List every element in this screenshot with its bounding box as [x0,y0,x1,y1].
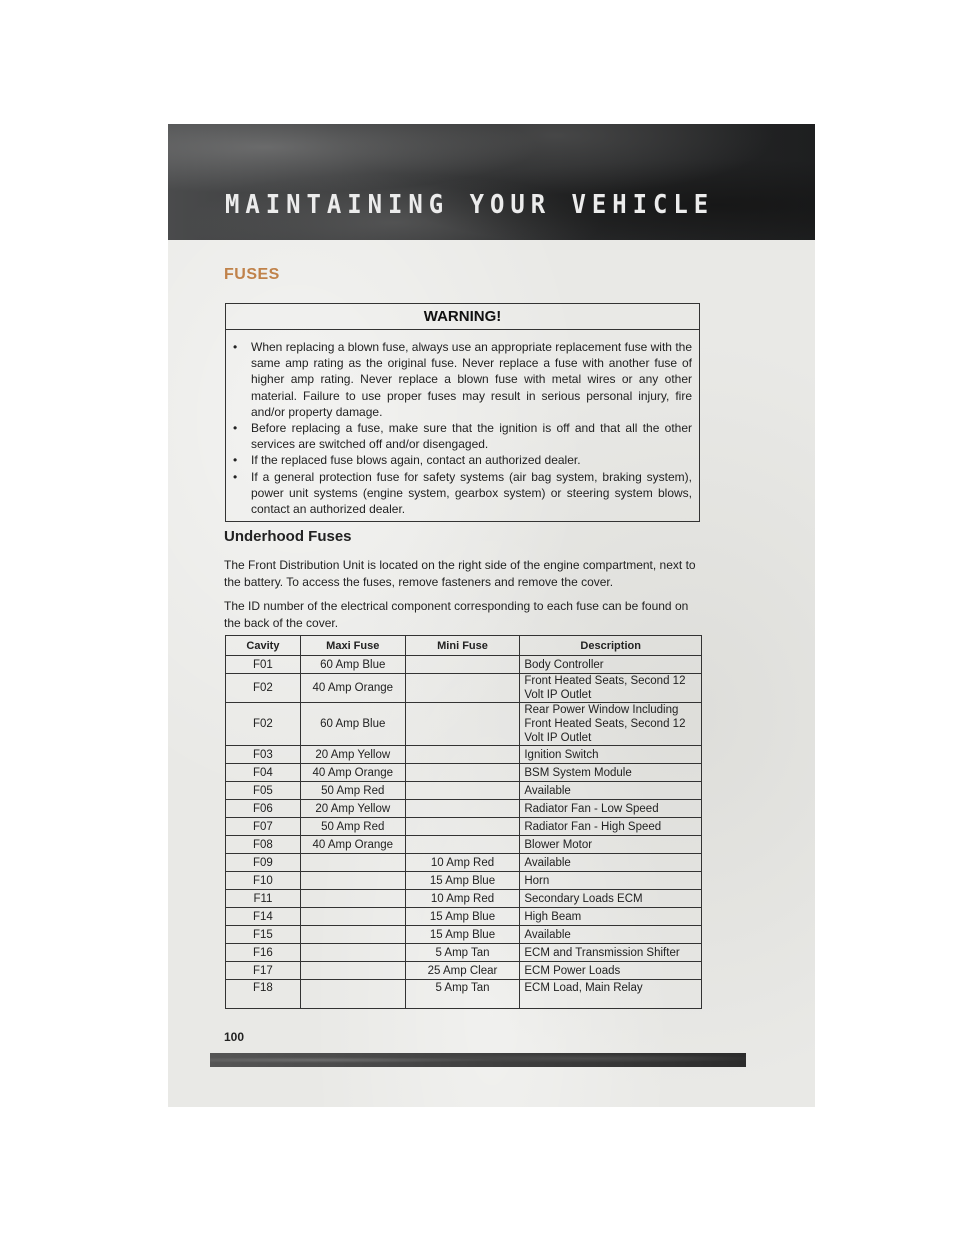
cell-description: BSM System Module [520,764,702,782]
cell-mini-fuse: 15 Amp Blue [405,872,520,890]
table-row [226,818,702,836]
cell-cavity: F09 [226,854,301,872]
page-number: 100 [224,1030,245,1044]
cell-mini-fuse: 15 Amp Blue [405,926,520,944]
cell-description: Ignition Switch [520,746,702,764]
cell-maxi-fuse [300,926,405,944]
cell-mini-fuse: 10 Amp Red [405,854,520,872]
cell-description: Secondary Loads ECM [520,890,702,908]
cell-cavity: F07 [226,818,301,836]
cell-cavity: F16 [226,944,301,962]
footer-bar [210,1053,746,1067]
cell-mini-fuse [405,764,520,782]
cell-mini-fuse [405,836,520,854]
cell-maxi-fuse [300,944,405,962]
cell-maxi-fuse: 60 Amp Blue [300,656,405,674]
warning-list [226,330,699,517]
cell-description: ECM Load, Main Relay [520,980,702,1009]
cell-cavity: F03 [226,746,301,764]
cell-mini-fuse: 5 Amp Tan [405,944,520,962]
cell-mini-fuse [405,674,520,703]
underhood-paragraph-2: The ID number of the electrical component corresponding to each fuse can be found on the back of the cover. [224,599,689,630]
cell-mini-fuse [405,818,520,836]
cell-mini-fuse [405,782,520,800]
cell-cavity: F05 [226,782,301,800]
cell-cavity: F04 [226,764,301,782]
cell-mini-fuse [405,656,520,674]
bullet-icon: • [233,469,238,484]
bullet-icon: • [233,453,238,468]
column-header-cavity: Cavity [226,636,301,656]
table-header-row [226,636,702,656]
underhood-fuses-title: Underhood Fuses [224,528,352,545]
fuse-table [225,635,702,1009]
cell-maxi-fuse [300,854,405,872]
table-row [226,764,702,782]
cell-maxi-fuse: 40 Amp Orange [300,836,405,854]
cell-maxi-fuse: 20 Amp Yellow [300,800,405,818]
table-row [226,782,702,800]
cell-cavity: F10 [226,872,301,890]
header-banner [168,124,815,240]
cell-maxi-fuse [300,908,405,926]
cell-mini-fuse: 25 Amp Clear [405,962,520,980]
cell-cavity: F15 [226,926,301,944]
cell-description: Radiator Fan - Low Speed [520,800,702,818]
cell-cavity: F02 [226,703,301,746]
table-row [226,944,702,962]
fuse-table-body [226,656,702,1009]
cell-maxi-fuse: 40 Amp Orange [300,674,405,703]
cell-cavity: F06 [226,800,301,818]
section-title: FUSES [224,266,280,283]
cell-maxi-fuse: 20 Amp Yellow [300,746,405,764]
warning-heading: WARNING! [226,304,699,330]
table-row [226,674,702,703]
table-row [226,926,702,944]
cell-maxi-fuse: 50 Amp Red [300,818,405,836]
warning-item-text: Before replacing a fuse, make sure that the ignition is off and that all the other services are switched off and/or disengaged. [251,421,692,452]
warning-item [233,420,692,452]
table-row [226,962,702,980]
cell-cavity: F18 [226,980,301,1009]
cell-description: Blower Motor [520,836,702,854]
cell-mini-fuse [405,703,520,746]
cell-mini-fuse [405,746,520,764]
warning-item-text: If a general protection fuse for safety systems (air bag system, braking system), power unit systems (engine system, gearbox system) or steering system blows, contact an authorized dealer. [251,469,692,517]
table-row [226,908,702,926]
cell-mini-fuse: 5 Amp Tan [405,980,520,1009]
manual-page [168,124,815,1107]
cell-maxi-fuse [300,872,405,890]
cell-description: ECM Power Loads [520,962,702,980]
cell-description: ECM and Transmission Shifter [520,944,702,962]
table-row [226,836,702,854]
cell-description: Available [520,926,702,944]
column-header-maxi-fuse: Maxi Fuse [300,636,405,656]
cell-description: Radiator Fan - High Speed [520,818,702,836]
cell-description: Available [520,854,702,872]
cell-mini-fuse [405,800,520,818]
cell-cavity: F02 [226,674,301,703]
cell-maxi-fuse [300,962,405,980]
cell-description: Rear Power Window Including Front Heated Seats, Second 12 Volt IP Outlet [520,703,702,746]
column-header-description: Description [520,636,702,656]
table-row [226,890,702,908]
table-row [226,872,702,890]
cell-maxi-fuse: 50 Amp Red [300,782,405,800]
cell-cavity: F01 [226,656,301,674]
column-header-mini-fuse: Mini Fuse [405,636,520,656]
underhood-paragraph-1: The Front Distribution Unit is located on the right side of the engine compartment, next to the battery. To access the fuses, remove fasteners and remove the cover. [224,558,696,589]
warning-item [233,469,692,518]
table-row [226,980,702,1009]
cell-description: Horn [520,872,702,890]
table-row [226,656,702,674]
cell-cavity: F14 [226,908,301,926]
cell-maxi-fuse: 60 Amp Blue [300,703,405,746]
cell-maxi-fuse [300,980,405,1009]
page-header-title: MAINTAINING YOUR VEHICLE [225,190,715,220]
cell-cavity: F08 [226,836,301,854]
cell-maxi-fuse: 40 Amp Orange [300,764,405,782]
table-row [226,800,702,818]
warning-item [233,452,692,468]
cell-description: Available [520,782,702,800]
warning-item [233,339,692,420]
cell-cavity: F11 [226,890,301,908]
cell-description: High Beam [520,908,702,926]
bullet-icon: • [233,340,238,354]
cell-description: Front Heated Seats, Second 12 Volt IP Outlet [520,674,702,703]
table-row [226,854,702,872]
cell-maxi-fuse [300,890,405,908]
warning-item-text: When replacing a blown fuse, always use an appropriate replacement fuse with the same amp rating as the original fuse. Never replace a fuse with another fuse of higher amp rating. Never replace a blown fuse with metal wires or any other material. Failure to use proper fuses may result in serious personal injury, fire and/or property damage. [251,340,692,419]
cell-mini-fuse: 15 Amp Blue [405,908,520,926]
warning-item-text: If the replaced fuse blows again, contact an authorized dealer. [251,453,581,468]
bullet-icon: • [233,421,238,436]
cell-mini-fuse: 10 Amp Red [405,890,520,908]
cell-description: Body Controller [520,656,702,674]
cell-cavity: F17 [226,962,301,980]
warning-box [225,303,700,522]
table-row [226,746,702,764]
table-row [226,703,702,746]
